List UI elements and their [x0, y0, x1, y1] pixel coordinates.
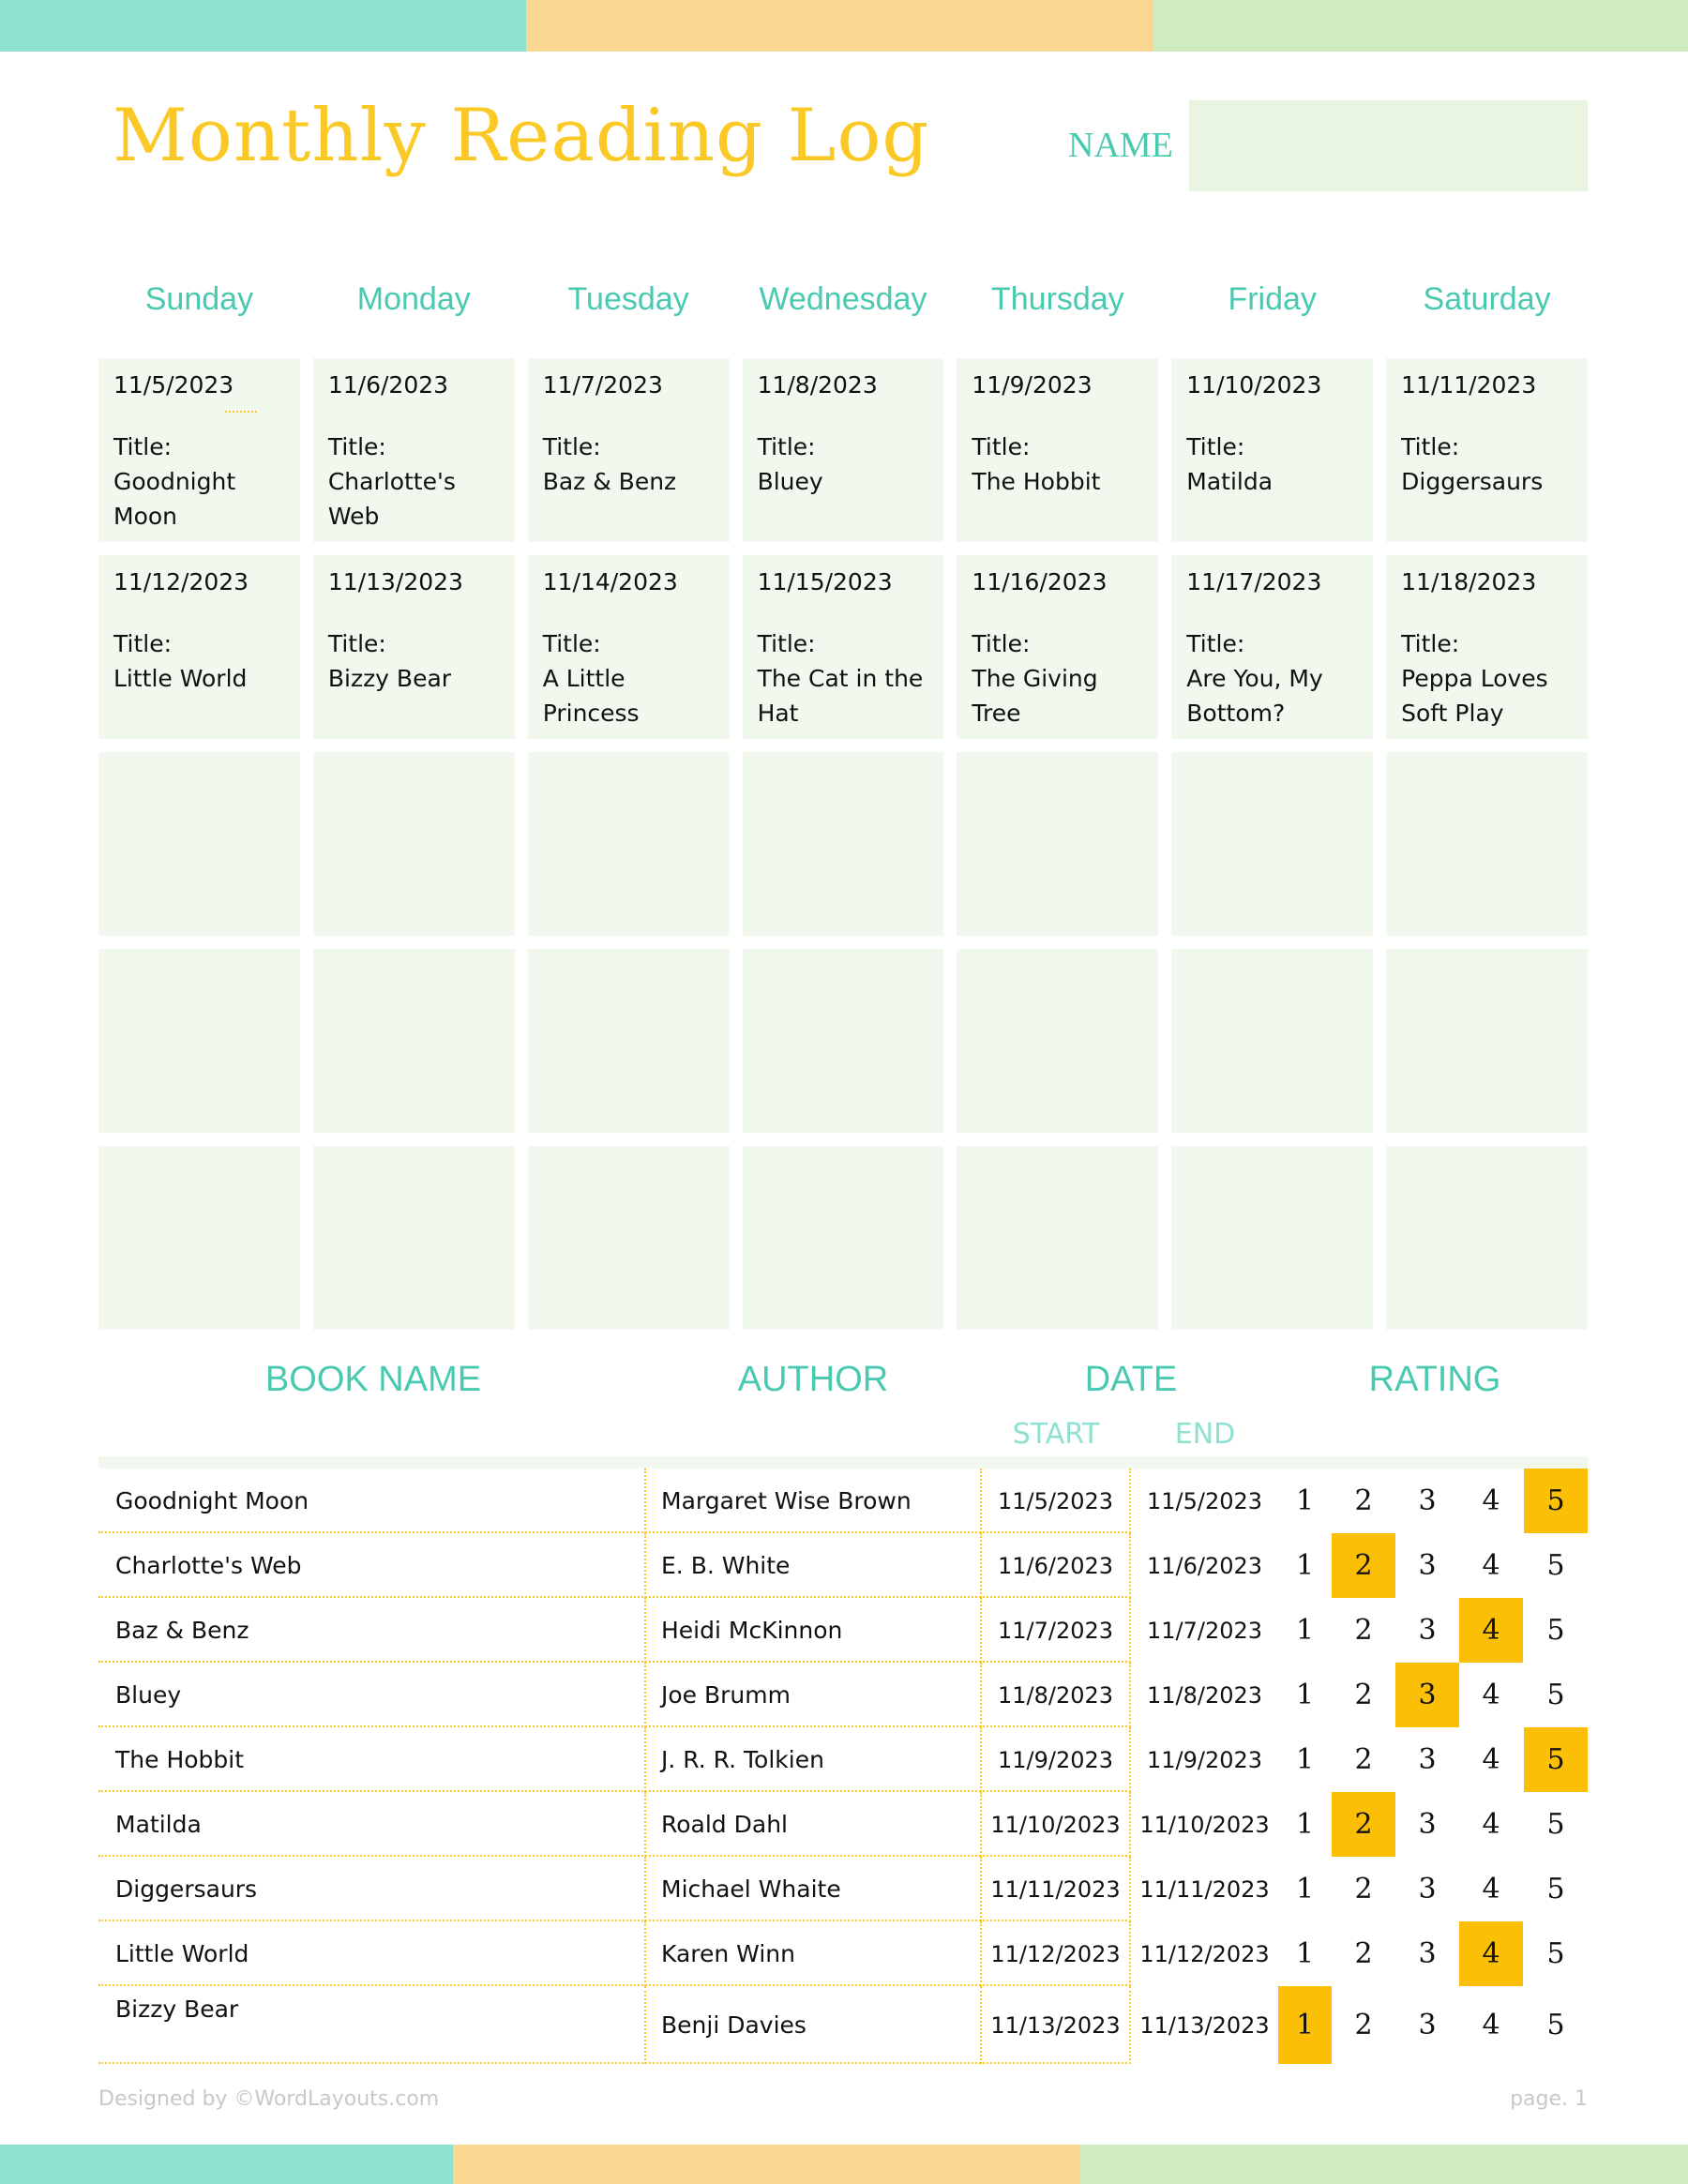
calendar-day-cell[interactable] [313, 358, 515, 542]
rating-option-4[interactable]: 4 [1482, 1679, 1500, 1711]
cell-book-title: Little World [113, 665, 248, 692]
book-name-cell[interactable]: Diggersaurs [98, 1857, 646, 1921]
rating-option-3[interactable]: 3 [1418, 1937, 1437, 1970]
rating-option-1[interactable]: 1 [1278, 1986, 1332, 2064]
calendar-day-cell[interactable] [98, 555, 300, 739]
book-name-cell[interactable]: Charlotte's Web [98, 1533, 646, 1598]
calendar-day-cell[interactable] [1171, 358, 1373, 542]
end-date-cell[interactable]: 11/6/2023 [1146, 1552, 1263, 1579]
rating-option-5[interactable]: 5 [1546, 1873, 1565, 1905]
calendar-day-cell[interactable] [957, 358, 1158, 542]
book-name-cell[interactable]: Matilda [98, 1792, 646, 1857]
cell-date: 11/16/2023 [972, 568, 1108, 595]
cell-title-label: Title: [972, 630, 1031, 657]
cell-date: 11/11/2023 [1401, 371, 1537, 399]
calendar-empty-cell[interactable] [957, 949, 1158, 1133]
cell-title-label: Title: [113, 433, 172, 460]
start-date-cell[interactable]: 11/13/2023 [982, 1986, 1131, 2064]
book-name-header: BOOK NAME [264, 1360, 482, 1399]
rating-option-4[interactable]: 4 [1482, 1808, 1500, 1841]
cell-title-label: Title: [327, 433, 386, 460]
end-date-cell[interactable]: 11/10/2023 [1139, 1811, 1270, 1838]
weekday-headers [98, 281, 1588, 318]
start-date-cell[interactable]: 11/8/2023 [982, 1663, 1131, 1727]
start-date-cell[interactable]: 11/6/2023 [982, 1533, 1131, 1598]
weekday-sunday: Sunday [144, 281, 254, 317]
rating-option-3[interactable]: 3 [1418, 1873, 1437, 1905]
cell-date: 11/8/2023 [757, 371, 878, 399]
book-name-cell[interactable]: The Hobbit [98, 1727, 646, 1792]
calendar-empty-cell[interactable] [1171, 949, 1373, 1133]
bottom-bar-green [1080, 2145, 1688, 2184]
rating-option-2[interactable]: 2 [1332, 1792, 1395, 1857]
table-row [98, 1663, 1588, 1727]
calendar-empty-cell[interactable] [528, 752, 730, 936]
calendar-empty-cell[interactable] [528, 1146, 730, 1330]
table-row [98, 1727, 1588, 1792]
cell-title-label: Title: [1186, 630, 1245, 657]
end-header: END [1174, 1418, 1236, 1451]
author-cell[interactable]: Michael Whaite [646, 1857, 982, 1921]
rating-option-2[interactable]: 2 [1354, 1937, 1373, 1970]
calendar-empty-cell[interactable] [313, 1146, 515, 1330]
cell-date: 11/12/2023 [113, 568, 249, 595]
calendar-empty-cell[interactable] [528, 949, 730, 1133]
calendar-empty-cell[interactable] [313, 752, 515, 936]
book-name-cell[interactable]: Baz & Benz [98, 1598, 646, 1663]
end-date-cell[interactable]: 11/8/2023 [1146, 1681, 1263, 1709]
calendar-empty-cell[interactable] [98, 1146, 300, 1330]
cell-date: 11/5/2023 [113, 371, 234, 399]
calendar-day-cell[interactable] [313, 555, 515, 739]
cell-book-title: Matilda [1186, 468, 1274, 495]
author-cell[interactable]: E. B. White [646, 1533, 982, 1598]
book-name-cell[interactable]: Bluey [98, 1663, 646, 1727]
rating-option-5[interactable]: 5 [1546, 1937, 1565, 1970]
table-row [98, 1598, 1588, 1663]
table-row [98, 1792, 1588, 1857]
weekday-friday: Friday [1228, 281, 1317, 317]
start-date-cell[interactable]: 11/12/2023 [982, 1921, 1131, 1986]
cell-date: 11/17/2023 [1186, 568, 1322, 595]
top-bar-orange [526, 0, 1153, 52]
cell-book-title: The Hobbit [972, 468, 1101, 495]
author-cell[interactable]: Margaret Wise Brown [646, 1469, 982, 1533]
author-cell[interactable]: Karen Winn [646, 1921, 982, 1986]
cell-title-label: Title: [542, 433, 601, 460]
cell-title-label: Title: [757, 433, 816, 460]
start-date-cell[interactable]: 11/7/2023 [982, 1598, 1131, 1663]
rating-option-3[interactable]: 3 [1418, 1484, 1437, 1517]
calendar-day-cell[interactable] [1386, 555, 1588, 739]
calendar-empty-cell[interactable] [313, 949, 515, 1133]
rating-option-2[interactable]: 2 [1354, 1743, 1373, 1776]
author-cell[interactable]: Heidi McKinnon [646, 1598, 982, 1663]
cell-book-title: The Cat in the Hat [757, 665, 924, 727]
top-bar-teal [0, 0, 526, 52]
author-cell[interactable]: Joe Brumm [646, 1663, 982, 1727]
end-date-cell[interactable]: 11/11/2023 [1139, 1875, 1270, 1903]
calendar-day-cell[interactable] [98, 358, 300, 542]
weekday-tuesday: Tuesday [567, 281, 689, 317]
cell-title-label: Title: [757, 630, 816, 657]
rating-option-1[interactable]: 1 [1295, 1873, 1315, 1905]
calendar-empty-cell[interactable] [98, 949, 300, 1133]
cell-date: 11/9/2023 [972, 371, 1093, 399]
cell-book-title: Charlotte's Web [327, 468, 456, 530]
cell-date: 11/15/2023 [757, 568, 893, 595]
calendar-empty-cell[interactable] [1171, 752, 1373, 936]
rating-option-2[interactable]: 2 [1354, 1614, 1373, 1647]
rating-option-2[interactable]: 2 [1332, 1533, 1395, 1598]
end-date-cell[interactable]: 11/5/2023 [1146, 1487, 1263, 1514]
calendar-day-cell[interactable] [957, 555, 1158, 739]
rating-option-5[interactable]: 5 [1524, 1727, 1588, 1792]
rating-option-3[interactable]: 3 [1395, 1663, 1459, 1727]
rating-option-1[interactable]: 1 [1295, 1743, 1315, 1776]
rating-option-4[interactable]: 4 [1459, 1921, 1523, 1986]
author-header: AUTHOR [737, 1360, 889, 1399]
start-date-cell[interactable]: 11/5/2023 [982, 1469, 1131, 1533]
cell-title-label: Title: [542, 630, 601, 657]
page-number: page. 1 [1510, 2087, 1588, 2111]
page-title: Monthly Reading Log [113, 94, 930, 178]
calendar-day-cell[interactable] [528, 555, 730, 739]
cell-book-title: The Giving Tree [972, 665, 1098, 727]
cell-title-label: Title: [113, 630, 172, 657]
rating-option-4[interactable]: 4 [1482, 1743, 1500, 1776]
cell-title-label: Title: [1401, 630, 1460, 657]
cell-book-title: Baz & Benz [542, 468, 677, 495]
rating-option-1[interactable]: 1 [1295, 1614, 1315, 1647]
cell-book-title: Bluey [757, 468, 823, 495]
rating-option-5[interactable]: 5 [1546, 2009, 1565, 2041]
cell-title-label: Title: [327, 630, 386, 657]
weekday-monday: Monday [356, 281, 471, 317]
end-date-cell[interactable]: 11/9/2023 [1146, 1746, 1263, 1773]
cell-date: 11/6/2023 [327, 371, 449, 399]
date-header: DATE [1084, 1360, 1178, 1399]
rating-option-5[interactable]: 5 [1546, 1679, 1565, 1711]
cell-date: 11/13/2023 [327, 568, 463, 595]
rating-option-4[interactable]: 4 [1482, 2009, 1500, 2041]
calendar-day-cell[interactable] [528, 358, 730, 542]
rating-option-3[interactable]: 3 [1418, 1614, 1437, 1647]
cell-book-title: Diggersaurs [1401, 468, 1544, 495]
rating-option-3[interactable]: 3 [1418, 1743, 1437, 1776]
rating-option-1[interactable]: 1 [1295, 1679, 1315, 1711]
calendar-day-cell[interactable] [1171, 555, 1373, 739]
author-cell[interactable]: Roald Dahl [646, 1792, 982, 1857]
rating-option-2[interactable]: 2 [1354, 1679, 1373, 1711]
calendar-day-cell[interactable] [743, 358, 944, 542]
end-date-cell[interactable]: 11/13/2023 [1139, 2011, 1270, 2039]
rating-option-4[interactable]: 4 [1459, 1598, 1523, 1663]
start-date-cell[interactable]: 11/9/2023 [982, 1727, 1131, 1792]
calendar-empty-cell[interactable] [1386, 752, 1588, 936]
name-label: NAME [1068, 126, 1173, 165]
rating-option-1[interactable]: 1 [1295, 1808, 1315, 1841]
weekday-thursday: Thursday [990, 281, 1124, 317]
rating-option-3[interactable]: 3 [1418, 1549, 1437, 1582]
table-row [98, 1533, 1588, 1598]
rating-option-5[interactable]: 5 [1546, 1808, 1565, 1841]
cell-date: 11/18/2023 [1401, 568, 1537, 595]
rating-option-1[interactable]: 1 [1295, 1549, 1315, 1582]
rating-option-2[interactable]: 2 [1354, 2009, 1373, 2041]
cell-title-label: Title: [972, 433, 1031, 460]
cell-date: 11/7/2023 [542, 371, 663, 399]
calendar-empty-cell[interactable] [743, 752, 944, 936]
footer-credit: Designed by ©WordLayouts.com [98, 2087, 440, 2111]
start-date-cell[interactable]: 11/10/2023 [982, 1792, 1131, 1857]
calendar-empty-cell[interactable] [1386, 949, 1588, 1133]
calendar-empty-cell[interactable] [957, 752, 1158, 936]
weekday-saturday: Saturday [1423, 281, 1551, 317]
rating-option-3[interactable]: 3 [1418, 1808, 1437, 1841]
rating-option-2[interactable]: 2 [1354, 1484, 1373, 1517]
table-row [98, 1921, 1588, 1986]
book-name-cell[interactable]: Goodnight Moon [98, 1469, 646, 1533]
calendar-empty-cell[interactable] [743, 1146, 944, 1330]
cell-book-title: Bizzy Bear [327, 665, 452, 692]
rating-option-3[interactable]: 3 [1418, 2009, 1437, 2041]
rating-option-4[interactable]: 4 [1482, 1484, 1500, 1517]
rating-option-1[interactable]: 1 [1295, 1937, 1315, 1970]
author-cell[interactable]: J. R. R. Tolkien [646, 1727, 982, 1792]
rating-option-1[interactable]: 1 [1295, 1484, 1315, 1517]
rating-option-5[interactable]: 5 [1524, 1469, 1588, 1533]
calendar-day-cell[interactable] [743, 555, 944, 739]
table-row [98, 1986, 1588, 2064]
bottom-bar-teal [0, 2145, 453, 2184]
cell-book-title: A Little Princess [542, 665, 640, 727]
end-date-cell[interactable]: 11/7/2023 [1146, 1617, 1263, 1644]
weekday-wednesday: Wednesday [759, 281, 927, 317]
table-row [98, 1469, 1588, 1533]
cell-book-title: Are You, My Bottom? [1186, 665, 1323, 727]
cell-date: 11/14/2023 [542, 568, 678, 595]
start-date-cell[interactable]: 11/11/2023 [982, 1857, 1131, 1921]
rating-header: RATING [1368, 1360, 1501, 1399]
calendar-empty-cell[interactable] [1171, 1146, 1373, 1330]
calendar-empty-cell[interactable] [743, 949, 944, 1133]
table-header-band [98, 1456, 1588, 1469]
calendar-grid [98, 358, 1588, 1330]
start-header: START [1012, 1418, 1100, 1451]
dotted-mark [225, 411, 257, 413]
calendar-empty-cell[interactable] [1386, 1146, 1588, 1330]
author-cell[interactable]: Benji Davies [646, 1986, 982, 2064]
bottom-bar-orange [453, 2145, 1080, 2184]
top-bar-green [1153, 0, 1688, 52]
cell-book-title: Goodnight Moon [113, 468, 236, 530]
calendar-empty-cell[interactable] [957, 1146, 1158, 1330]
cell-title-label: Title: [1186, 433, 1245, 460]
rating-option-2[interactable]: 2 [1354, 1873, 1373, 1905]
rating-option-4[interactable]: 4 [1482, 1549, 1500, 1582]
end-date-cell[interactable]: 11/12/2023 [1139, 1940, 1270, 1967]
rating-option-4[interactable]: 4 [1482, 1873, 1500, 1905]
cell-book-title: Peppa Loves Soft Play [1401, 665, 1548, 727]
table-row [98, 1857, 1588, 1921]
book-name-cell[interactable]: Little World [98, 1921, 646, 1986]
name-field[interactable] [1189, 100, 1588, 191]
rating-option-5[interactable]: 5 [1546, 1614, 1565, 1647]
cell-date: 11/10/2023 [1186, 371, 1322, 399]
calendar-empty-cell[interactable] [98, 752, 300, 936]
rating-option-5[interactable]: 5 [1546, 1549, 1565, 1582]
cell-title-label: Title: [1401, 433, 1460, 460]
book-name-cell[interactable]: Bizzy Bear [98, 1986, 646, 2064]
calendar-day-cell[interactable] [1386, 358, 1588, 542]
